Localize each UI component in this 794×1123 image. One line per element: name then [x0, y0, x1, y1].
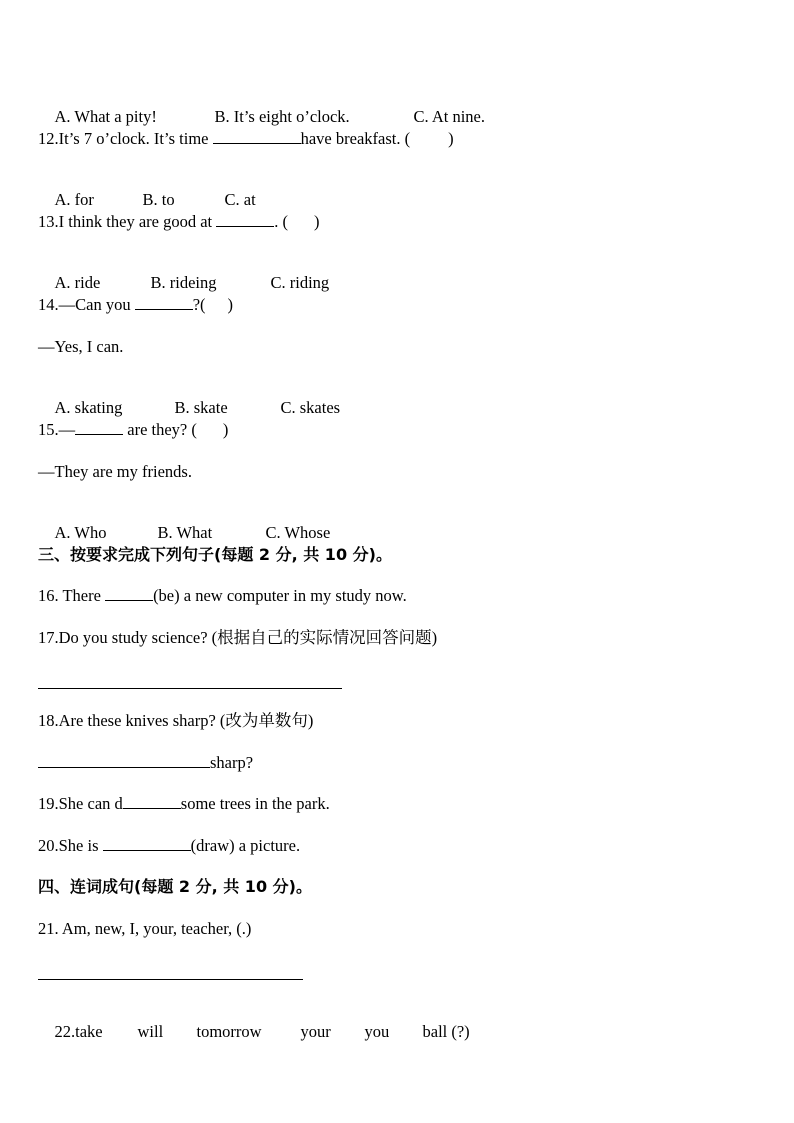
q22-word: 22.take	[54, 1022, 103, 1041]
q13-option-c: C. riding	[270, 273, 330, 292]
q14-option-c: C. skates	[280, 398, 341, 417]
q13-text-after: . (	[274, 212, 288, 231]
q22-word: tomorrow	[196, 1022, 262, 1041]
q21-answer-line[interactable]	[38, 979, 303, 980]
q13-text-before: 13.I think they are good at	[38, 212, 217, 231]
q12-text-before: 12.It’s 7 o’clock. It’s time	[38, 129, 213, 148]
q19-blank[interactable]	[123, 794, 181, 809]
q13-blank[interactable]	[216, 212, 274, 227]
q22-word: you	[364, 1022, 390, 1041]
q12-text-after: have breakfast. (	[300, 129, 411, 148]
q13-option-b: B. rideing	[150, 273, 217, 292]
section-4-title: 四、连词成句(每题 2 分, 共 10 分)。	[38, 877, 312, 896]
q14-option-b: B. skate	[174, 398, 228, 417]
q20-text-before: 20.She is	[38, 836, 103, 855]
q15-option-a: A. Who	[54, 523, 107, 542]
q13-option-a: A. ride	[54, 273, 101, 292]
question-17: 17.Do you study science? (根据自己的实际情况回答问题)	[38, 628, 438, 647]
question-22	[38, 1002, 470, 1062]
question-14	[38, 295, 233, 315]
question-13	[38, 212, 320, 232]
q14-paren-close: )	[227, 295, 234, 314]
q15-option-c: C. Whose	[265, 523, 331, 542]
q14-blank[interactable]	[135, 295, 193, 310]
q15-paren-close: )	[222, 420, 229, 439]
q12-option-a: A. for	[54, 190, 94, 209]
q18-answer-line	[38, 753, 253, 773]
question-16	[38, 586, 407, 606]
q11-option-c: C. At nine.	[413, 107, 486, 126]
q18-answer-suffix: sharp?	[210, 753, 254, 772]
q11-option-a: A. What a pity!	[54, 107, 157, 126]
q15-text-before: 15.—	[38, 420, 76, 439]
q12-option-c: C. at	[224, 190, 256, 209]
q14-text-after: ?(	[192, 295, 206, 314]
question-18: 18.Are these knives sharp? (改为单数句)	[38, 711, 314, 730]
q16-blank[interactable]	[105, 586, 153, 601]
q22-word: ball (?)	[422, 1022, 470, 1041]
q20-text-after: (draw) a picture.	[190, 836, 301, 855]
q12-option-b: B. to	[142, 190, 175, 209]
question-21: 21. Am, new, I, your, teacher, (.)	[38, 919, 252, 938]
q15-option-b: B. What	[157, 523, 213, 542]
q16-text-after: (be) a new computer in my study now.	[153, 586, 407, 605]
q12-paren-close: )	[448, 129, 454, 148]
q16-text-before: 16. There	[38, 586, 106, 605]
q19-text-after: some trees in the park.	[180, 794, 330, 813]
q14-text-before: 14.—Can you	[38, 295, 135, 314]
question-20	[38, 836, 300, 856]
q19-text-before: 19.She can d	[38, 794, 123, 813]
q11-option-b: B. It’s eight o’clock.	[214, 107, 350, 126]
q13-paren-close: )	[314, 212, 320, 231]
q17-answer-line[interactable]	[38, 688, 342, 689]
q15-text-after: are they? (	[123, 420, 197, 439]
question-12	[38, 129, 454, 149]
q20-blank[interactable]	[103, 836, 191, 851]
section-3-title: 三、按要求完成下列句子(每题 2 分, 共 10 分)。	[38, 545, 392, 564]
q14-option-a: A. skating	[54, 398, 123, 417]
q12-blank[interactable]	[213, 129, 301, 144]
q22-word: your	[300, 1022, 331, 1041]
question-15	[38, 420, 228, 440]
q15-answer: —They are my friends.	[38, 462, 192, 481]
q15-blank[interactable]	[75, 420, 123, 435]
q18-blank[interactable]	[38, 753, 210, 768]
question-19	[38, 794, 330, 814]
q14-answer: —Yes, I can.	[38, 337, 124, 356]
q22-word: will	[137, 1022, 164, 1041]
